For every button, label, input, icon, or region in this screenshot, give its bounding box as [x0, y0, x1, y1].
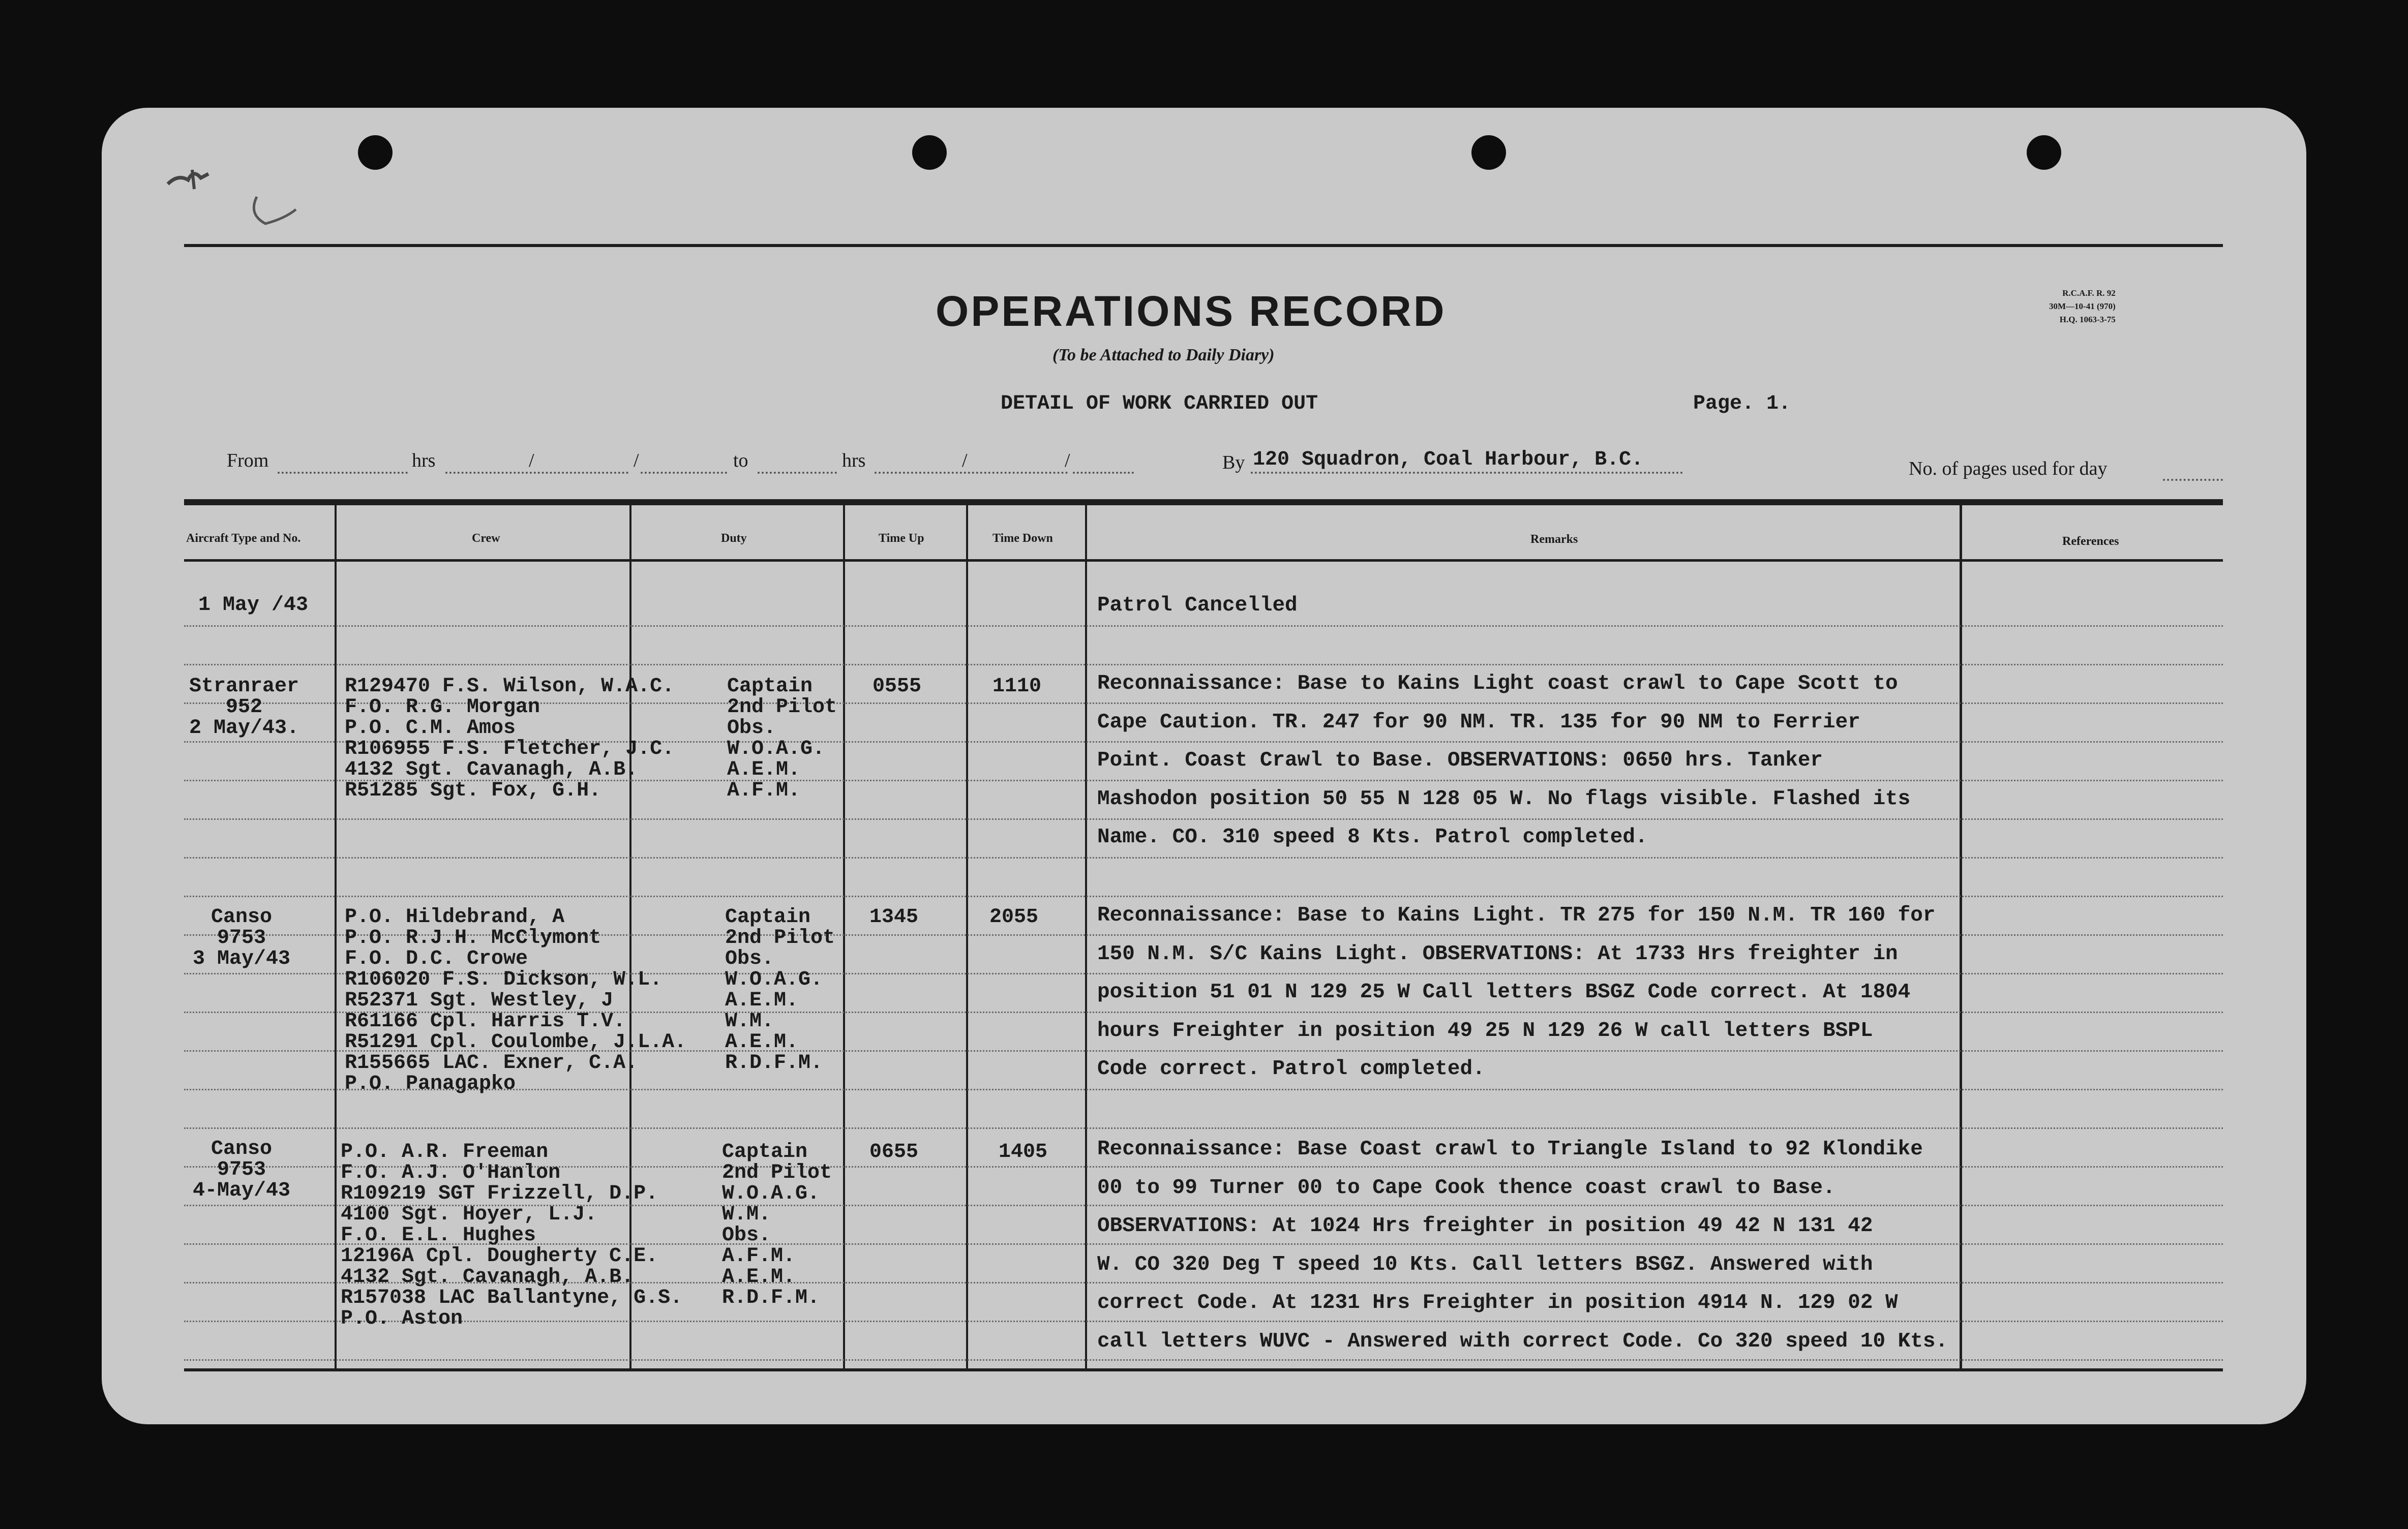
to-label: to	[733, 450, 748, 471]
entry-remarks: Reconnaissance: Base to Kains Light. TR 275 for 150 N.M. TR 160 for 150 N.M. S/C Kains Light. OBSERVATIONS: At 1733 Hrs freighter in position 51 01 N 129 25 W Call letters BSGZ Code correct. At 1804 hours Freighter in position 49 25 N 129 26 W call letters BSPL Code correct. Patrol completed.	[1097, 904, 1936, 1081]
ruled-line	[184, 1127, 2223, 1129]
entry-crew: R129470 F.S. Wilson, W.A.C. F.O. R.G. Morgan P.O. C.M. Amos R106955 F.S. Fletcher, J.C. 4132 Sgt. Cavanagh, A.B. R51285 Sgt. Fox, G.H.	[345, 675, 675, 802]
punch-hole	[912, 135, 947, 170]
col-header-time-down: Time Down	[992, 532, 1053, 545]
by-label: By	[1222, 452, 1245, 473]
date-separator: /	[634, 450, 639, 471]
entry-remarks: Reconnaissance: Base to Kains Light coast crawl to Cape Scott to Cape Caution. TR. 247 for 90 NM. TR. 135 for 90 NM to Ferrier Point. Coast Crawl to Base. OBSERVATIONS: 0650 hrs. Tanker Mashodon position 50 55 N 128 05 W. No flags visible. Flashed its Name. CO. 310 speed 8 Kts. Patrol completed.	[1097, 672, 1911, 849]
entry-aircraft: Stranraer 952 2 May/43.	[189, 675, 299, 740]
hrs-label-2: hrs	[842, 450, 866, 471]
date-separator: /	[1065, 450, 1070, 471]
punch-hole	[2027, 135, 2061, 170]
table-header-rule	[184, 559, 2223, 562]
entry-remarks: Patrol Cancelled	[1097, 594, 1298, 617]
date-separator: /	[962, 450, 968, 471]
detail-heading: DETAIL OF WORK CARRIED OUT	[1001, 392, 1318, 415]
entry-duty: Captain 2nd Pilot W.O.A.G. W.M. Obs. A.F.M. A.E.M. R.D.F.M.	[722, 1141, 832, 1309]
page-title: OPERATIONS RECORD	[936, 287, 1447, 335]
col-divider	[843, 505, 845, 1368]
dotted-line	[1251, 472, 1683, 474]
dotted-line	[641, 472, 727, 474]
from-label: From	[227, 450, 269, 471]
dotted-line	[2163, 479, 2223, 481]
col-header-references: References	[2062, 535, 2119, 548]
date-separator: /	[529, 450, 534, 471]
punch-hole	[358, 135, 393, 170]
col-header-crew: Crew	[472, 532, 500, 545]
punch-hole	[1471, 135, 1506, 170]
entry-duty: Captain 2nd Pilot Obs. W.O.A.G. A.E.M. A.F.M.	[727, 675, 837, 802]
top-rule	[184, 244, 2223, 247]
entry-remarks: Reconnaissance: Base Coast crawl to Triangle Island to 92 Klondike 00 to 99 Turner 00 to Cape Cook thence coast crawl to Base. OBSERVATIONS: At 1024 Hrs freighter in position 49 42 N 131 42 W. CO 320 Deg T speed 10 Kts. Call letters BSGZ. Answered with correct Code. At 1231 Hrs Freighter in position 4914 N. 129 02 W call letters WUVC - Answered with correct Code. Co 320 speed 10 Kts.	[1097, 1138, 1948, 1353]
dotted-line	[758, 472, 837, 474]
entry-aircraft: Canso 9753 3 May/43	[192, 906, 291, 970]
subtitle: (To be Attached to Daily Diary)	[1052, 346, 1275, 364]
ruled-line	[184, 857, 2223, 859]
entry-time-down: 1110	[992, 675, 1042, 698]
page-number: Page. 1.	[1693, 392, 1791, 415]
pages-used-label: No. of pages used for day	[1909, 458, 2108, 479]
entry-time-down: 1405	[999, 1141, 1048, 1164]
col-divider	[966, 505, 968, 1368]
entry-aircraft: 1 May /43	[198, 594, 309, 617]
handwritten-mark	[132, 138, 336, 230]
entry-crew: P.O. Hildebrand, A P.O. R.J.H. McClymont F.O. D.C. Crowe R106020 F.S. Dickson, W.L. R52371 Sgt. Westley, J R61166 Cpl. Harris T.V. R51291 Cpl. Coulombe, J.L.A. R155665 LAC. Exner, C.A. P.O. Panagapko	[345, 906, 687, 1095]
entry-aircraft: Canso 9753 4-May/43	[192, 1138, 291, 1202]
col-header-duty: Duty	[721, 532, 747, 545]
operations-record-card	[102, 108, 2306, 1424]
col-divider	[1085, 505, 1087, 1368]
entry-time-up: 0655	[869, 1141, 919, 1164]
dotted-line	[875, 472, 1068, 474]
hrs-label: hrs	[412, 450, 436, 471]
table-top-rule	[184, 499, 2223, 505]
col-header-aircraft: Aircraft Type and No.	[186, 532, 301, 545]
entry-crew: P.O. A.R. Freeman F.O. A.J. O'Hanlon R109219 SGT Frizzell, D.P. 4100 Sgt. Hoyer, L.J. F.O. E.L. Hughes 12196A Cpl. Dougherty C.E. 4132 Sgt. Cavanagh, A.B. R157038 LAC Ballantyne, G.S. P.O. Aston	[341, 1141, 683, 1330]
dotted-line	[445, 472, 628, 474]
table-bottom-rule	[184, 1368, 2223, 1371]
ruled-line	[184, 625, 2223, 627]
form-code: R.C.A.F. R. 92 30M—10-41 (970) H.Q. 1063-3-75	[2049, 288, 2116, 324]
col-header-time-up: Time Up	[879, 532, 924, 545]
entry-time-up: 0555	[872, 675, 922, 698]
entry-time-up: 1345	[869, 906, 919, 929]
dotted-line	[278, 472, 408, 474]
col-divider	[335, 505, 337, 1368]
col-header-remarks: Remarks	[1530, 533, 1578, 546]
entry-duty: Captain 2nd Pilot Obs. W.O.A.G. A.E.M. W.M. A.E.M. R.D.F.M.	[725, 906, 835, 1075]
squadron-value: 120 Squadron, Coal Harbour, B.C.	[1253, 448, 1644, 471]
entry-time-down: 2055	[989, 906, 1039, 929]
dotted-line	[1073, 472, 1134, 474]
col-divider	[1960, 505, 1962, 1368]
